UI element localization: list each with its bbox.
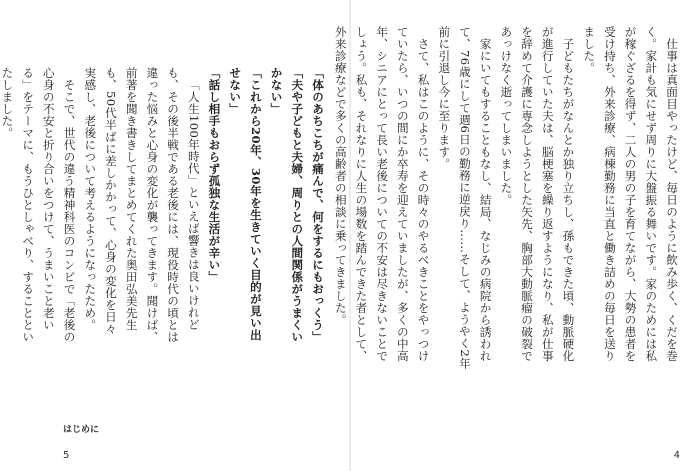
paragraph: 仕事は真面目やったけど、毎日のように飲み歩く、くだを巻く。家計も気にせず周りに大盤振る舞いです。家のためには私が稼ぐざるを得ず、二人の男の子を育てながら、大勢の患者を受け持ち、外来診療、病棟勤務に当直と働き詰めの毎日を送りました。: [582, 26, 679, 362]
page-number: 5: [63, 450, 70, 461]
worry-quote: 「これから20年、30年を生きていく目的が見い出せない」: [228, 67, 263, 341]
paragraph: そこで、世代の違う精神科医のコンビで「老後の心身の不安と折り合いをつけて、うまいこと老いる」をテーマに、もうひとしゃべり、することといたしました。: [0, 67, 77, 343]
left-page-body: [0, 67, 328, 345]
worry-quote: 「話し相手もおらず孤独な生活が辛い」: [207, 67, 222, 283]
paragraph: さて、私はこのように、その時々のやるべきことをやっつけていたら、いつの間にか卒寿を迎えていましたが、多くの中高年、シニアにとって長い老後についての不安は尽きないことでしょう。私も、それなりに人生の場数を踏んできた者として、外来診療などで多くの高齢者の相談に乗ってきました。: [333, 26, 431, 362]
worry-quote: 「夫や子どもと夫婦、周りとの人間関係がうまくいかない」: [269, 67, 305, 343]
right-page-body: [330, 26, 682, 371]
paragraph: 家にいてもすることもなし、結局、なじみの病院から誘われて、76歳にして週6日の勤務に逆戻り……そして、ようやく2年前に引退し今に至ります。: [437, 26, 493, 370]
paragraph: 子どもたちがなんとか独り立ちし、孫もできた頃、動脈硬化が進行していた夫は、脳梗塞を繰り返すようになり、私が仕事を辞めて介護に専念しようとした矢先、胸部大動脈瘤の破裂であっけなく逝ってしまいました。: [499, 26, 576, 362]
paragraph: 「人生100年時代」といえば響きは良いけれども、その後半戦である老後には、現役時代の頃とは違った悩みと心身の変化が襲ってきます。聞けば、前著を聞き書きしてまとめてくれた奥田弘美先生も、50代半ばに差しかかって、心身の変化を日々実感し、老後について考えるようになったため。: [83, 67, 201, 343]
page-number: 4: [673, 450, 680, 461]
running-head: はじめに: [63, 425, 100, 435]
worry-quote: 「体のあちこちが痛んで、何をするにもおっくう」: [311, 67, 325, 343]
right-page: [333, 0, 700, 471]
